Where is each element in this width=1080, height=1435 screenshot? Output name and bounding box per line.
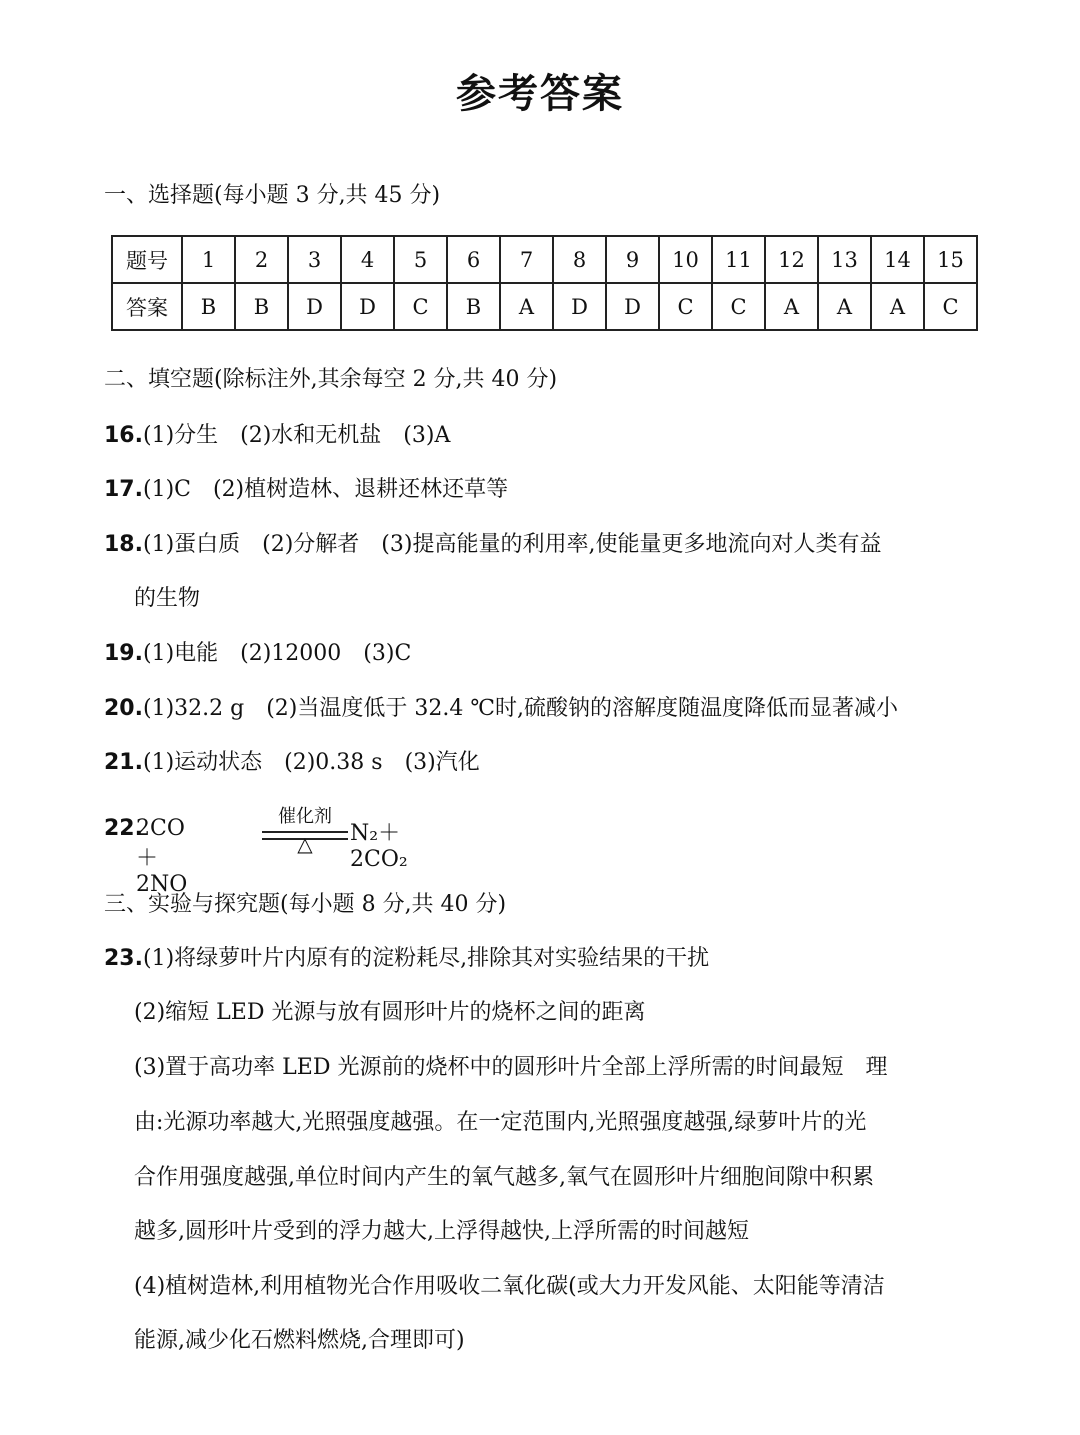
table-cell: A [871, 283, 924, 330]
table-cell: D [553, 283, 606, 330]
page-title: 参考答案 [456, 71, 624, 117]
answer-23-part4-line1: (4)植树造林,利用植物光合作用吸收二氧化碳(或大力开发风能、太阳能等清洁 [134, 1274, 885, 1299]
table-row-answers [112, 283, 977, 330]
table-cell: 11 [712, 236, 765, 283]
table-cell: 13 [818, 236, 871, 283]
table-cell: 7 [500, 236, 553, 283]
table-cell: 5 [394, 236, 447, 283]
question-number: 21. [104, 750, 143, 775]
answer-23-part4-line2: 能源,减少化石燃料燃烧,合理即可) [134, 1328, 465, 1353]
question-number: 23. [104, 946, 143, 971]
answer-23-part3-line4: 越多,圆形叶片受到的浮力越大,上浮得越快,上浮所需的时间越短 [134, 1219, 749, 1244]
table-cell: A [765, 283, 818, 330]
answer-21 [104, 745, 480, 776]
table-cell: C [394, 283, 447, 330]
table-cell: B [447, 283, 500, 330]
table-cell: 3 [288, 236, 341, 283]
question-number: 20. [104, 696, 143, 721]
table-cell: D [606, 283, 659, 330]
answer-text: (1)蛋白质 (2)分解者 (3)提高能量的利用率,使能量更多地流向对人类有益 [142, 532, 882, 557]
table-cell: 15 [924, 236, 977, 283]
answer-text: (1)电能 (2)12000 (3)C [142, 641, 412, 666]
answer-text: (1)运动状态 (2)0.38 s (3)汽化 [142, 750, 480, 775]
question-number: 22. [104, 816, 143, 841]
reaction-arrow [262, 800, 348, 860]
answer-text: (1)C (2)植树造林、退耕还林还草等 [142, 477, 509, 502]
answer-23-part3-line3: 合作用强度越强,单位时间内产生的氧气越多,氧气在圆形叶片细胞间隙中积累 [134, 1165, 874, 1190]
table-cell: D [341, 283, 394, 330]
table-cell: 10 [659, 236, 712, 283]
answer-text: (1)分生 (2)水和无机盐 (3)A [142, 423, 451, 448]
answer-18-continued: 的生物 [134, 586, 201, 611]
question-number: 19. [104, 641, 143, 666]
section-heading-choice: 一、选择题(每小题 3 分,共 45 分) [104, 183, 441, 208]
table-cell: 8 [553, 236, 606, 283]
heat-triangle-icon: △ [297, 832, 313, 856]
table-cell: 9 [606, 236, 659, 283]
answer-table [111, 235, 978, 331]
table-cell: 4 [341, 236, 394, 283]
equation-reactants: 2CO＋2NO [136, 816, 188, 897]
table-header-cell: 答案 [112, 283, 182, 330]
table-cell: C [659, 283, 712, 330]
table-cell: 1 [182, 236, 235, 283]
table-cell: 6 [447, 236, 500, 283]
answer-text: (1)将绿萝叶片内原有的淀粉耗尽,排除其对实验结果的干扰 [142, 946, 710, 971]
table-cell: 12 [765, 236, 818, 283]
table-cell: C [712, 283, 765, 330]
table-cell: D [288, 283, 341, 330]
table-cell: B [235, 283, 288, 330]
table-cell: A [500, 283, 553, 330]
table-cell: C [924, 283, 977, 330]
section-heading-experiment: 三、实验与探究题(每小题 8 分,共 40 分) [104, 892, 507, 917]
question-number: 16. [104, 423, 143, 448]
answer-18 [104, 527, 881, 558]
answer-19 [104, 636, 411, 667]
table-row-numbers [112, 236, 977, 283]
answer-23-part3-line2: 由:光源功率越大,光照强度越强。在一定范围内,光照强度越强,绿萝叶片的光 [134, 1110, 867, 1135]
answer-23-part3-line1: (3)置于高功率 LED 光源前的烧杯中的圆形叶片全部上浮所需的时间最短 理 [134, 1055, 888, 1080]
catalyst-label: 催化剂 [278, 806, 332, 827]
table-cell: B [182, 283, 235, 330]
question-number: 18. [104, 532, 143, 557]
table-header-cell: 题号 [112, 236, 182, 283]
answer-text: (1)32.2 g (2)当温度低于 32.4 ℃时,硫酸钠的溶解度随温度降低而显著减小 [142, 696, 898, 721]
table-cell: 14 [871, 236, 924, 283]
section-heading-fill: 二、填空题(除标注外,其余每空 2 分,共 40 分) [104, 367, 558, 392]
equation-products: N₂＋2CO₂ [350, 821, 408, 872]
answer-23-part2: (2)缩短 LED 光源与放有圆形叶片的烧杯之间的距离 [134, 1000, 646, 1025]
answer-23 [104, 941, 709, 972]
answer-20 [104, 691, 898, 722]
table-cell: A [818, 283, 871, 330]
question-number: 17. [104, 477, 143, 502]
answer-16 [104, 418, 450, 449]
answer-17 [104, 472, 508, 503]
table-cell: 2 [235, 236, 288, 283]
